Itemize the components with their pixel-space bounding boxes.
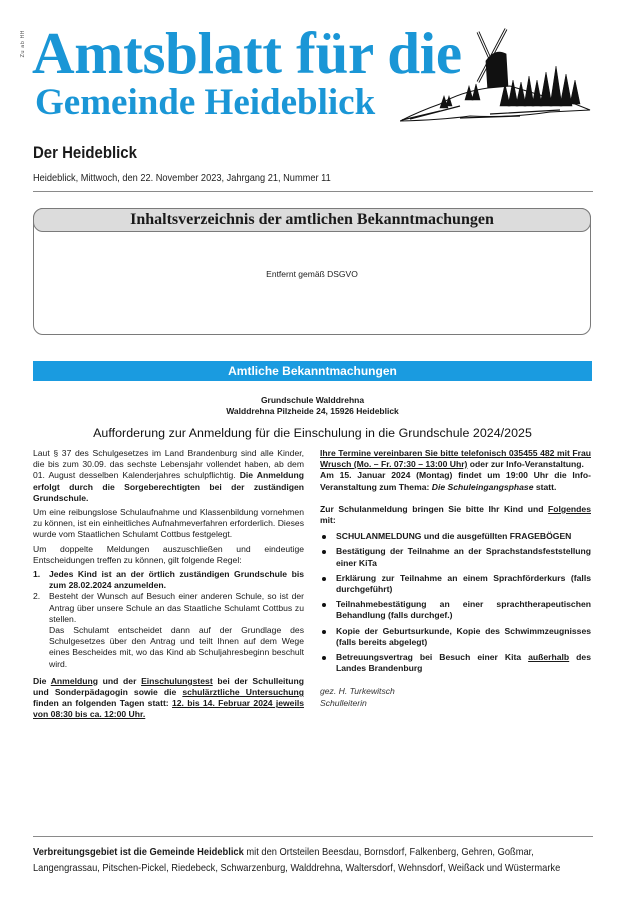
footer-line-2: Langengrassau, Pitschen-Pickel, Riedebeck, Schwarzenburg, Walddrehna, Waltersdorf, Wehnsdorf, Weißack und Wüstermarke [33,863,561,874]
masthead-municipality: Gemeinde Heideblick [35,82,376,123]
bullet-icon [322,656,326,660]
toc-removed-note: Entfernt gemäß DSGVO [266,269,358,279]
notice-left-column [33,448,304,724]
rules-list [33,569,304,670]
info-event-paragraph [320,470,591,492]
bullet-icon [322,630,326,634]
text-span: Betreuungsvertrag bei Besuch einer Kita [336,652,529,663]
notice-headline: Aufforderung zur Anmeldung für die Einschulung in die Grundschule 2024/2025 [93,426,532,440]
distribution-footer [33,845,594,877]
footer-bold: Verbreitungsgebiet ist die Gemeinde Heideblick [33,847,244,858]
footer-text: mit den Ortsteilen Beesdau, Bornsdorf, Falkenberg, Gehren, Goßmar, [243,847,534,858]
bullet-icon [322,535,326,539]
text-span: Anmeldung [50,675,98,686]
issue-line: Heideblick, Mittwoch, den 22. November 2023, Jahrgang 21, Nummer 11 [33,172,331,184]
bullet-icon [322,603,326,607]
event-topic: Die Schuleingangsphase [431,481,534,492]
document-item [320,531,591,542]
school-info [33,395,592,417]
text-span: Folgendes [548,503,591,514]
rule-item [33,569,304,591]
rule-intro-paragraph: Um doppelte Meldungen auszuschließen und eindeutige Entscheidungen treffen zu können, gilt folgende Regel: [33,543,304,565]
rule-item [33,591,304,669]
dates-paragraph [33,676,304,721]
windmill-landscape-icon [400,26,600,126]
documents-intro [320,504,591,526]
publication-subtitle: Der Heideblick [33,143,137,162]
footer-line-1 [33,845,594,861]
signature-name: gez. H. Turkewitsch [320,686,395,697]
text-span: bei der Schulleitung und Sonderpädagogin sowie die [33,675,304,698]
document-item [320,546,591,568]
text-span: und der [97,675,142,686]
document-item [320,626,591,648]
header-divider [33,191,593,192]
appointment-phone: Ihre Termine vereinbaren Sie bitte telefonisch 035455 482 mit Frau Wrusch (Mo. – Fr. 07:30 – 13:00 Uhr) [320,448,591,470]
document-text: Erklärung zur Teilnahme an einem Sprachförderkurs (falls durchgeführt) [336,572,591,595]
documents-list [320,531,591,674]
text-span: außerhalb [528,652,570,663]
signature-role: Schulleiterin [320,697,367,708]
text-span: oder zur Info-Veranstaltung. [467,459,584,470]
bullet-icon [322,550,326,554]
table-of-contents-box [33,208,591,335]
appointment-paragraph [320,448,591,470]
school-address: Walddrehna Pilzheide 24, 15926 Heideblick [226,406,399,416]
text-span: finden an folgenden Tagen statt: [33,698,172,709]
document-item [320,573,591,595]
rule-text-continued: Das Schulamt entscheidet dann auf der Grundlage des Schulgesetzes über den Antrag und teilt Ihnen auf dem Wege eines Bescheides mit, wo das Kind ab Schuljahresbeginn beschult wird. [49,625,304,669]
text-span: Am 15. Januar 2024 (Montag) findet um 19:00 Uhr die Info-Veranstaltung zum Thema: [320,470,591,492]
text-span: Einschulungstest [141,675,213,686]
rule-text: Besteht der Wunsch auf Besuch einer anderen Schule, so ist der Antrag über unsere Schule an das Staatliche Schulamt Cottbus zu stellen. [49,591,304,624]
text-span: des Landes Brandenburg [336,652,591,674]
intro-text: Laut § 37 des Schulgesetzes im Land Brandenburg sind alle Kinder, die bis zum 30.09. das sechste Lebensjahr vollendet haben, ab dem 01. August desselben Kalenderjahres schulpflichtig. [33,448,304,481]
bullet-icon [322,577,326,581]
rule-text: Jedes Kind ist an der örtlich zuständigen Grundschule bis zum 28.02.2024 anzumelden. [49,569,304,591]
rule-number: 1. [33,569,41,580]
text-span: Die [33,675,51,686]
intro-paragraph [33,448,304,504]
document-text: Teilnahmebestätigung an einer sprachtherapeutischen Behandlung (falls durchgef.) [336,599,591,621]
intro-bold-text: Die Anmeldung erfolgt durch die Sorgeberechtigten bei der zuständigen Grundschule. [33,470,304,503]
section-bar-official-notices: Amtliche Bekanntmachungen [33,361,592,381]
text-span: schulärztliche Untersuchung [182,687,304,698]
registration-dates: 12. bis 14. Februar 2024 jeweils von 08:30 bis ca. 12:00 Uhr. [33,698,304,720]
toc-heading: Inhaltsverzeichnis der amtlichen Bekanntmachungen [33,208,591,232]
document-text: Kopie der Geburtsurkunde, Kopie des Schwimmzeugnisses (falls bereits abgelegt) [336,625,591,647]
notice-right-column [320,448,591,709]
footer-divider [33,836,593,837]
school-name: Grundschule Walddrehna [260,395,365,405]
document-item [320,652,591,674]
print-code: Zu ab HH [20,30,26,58]
document-item [320,599,591,621]
document-text: Bestätigung der Teilnahme an der Sprachstandsfeststellung einer KiTa [336,546,591,568]
rule-number: 2. [33,591,41,602]
procedure-paragraph: Um eine reibungslose Schulaufnahme und Klassenbildung vornehmen zu können, ist ein einheitliches Aufnahmeverfahren erforderlich. Dieses wurde vom Staatlichen Schulamt Cottbus festgelegt. [33,507,304,540]
text-span: Zur Schulanmeldung bringen Sie bitte Ihr Kind und [320,503,549,514]
masthead-title: Amtsblatt für die [32,20,462,86]
document-text: SCHULANMELDUNG und die ausgefüllten FRAGEBÖGEN [336,531,572,542]
text-span: statt. [533,481,557,492]
text-span: mit: [320,515,336,526]
